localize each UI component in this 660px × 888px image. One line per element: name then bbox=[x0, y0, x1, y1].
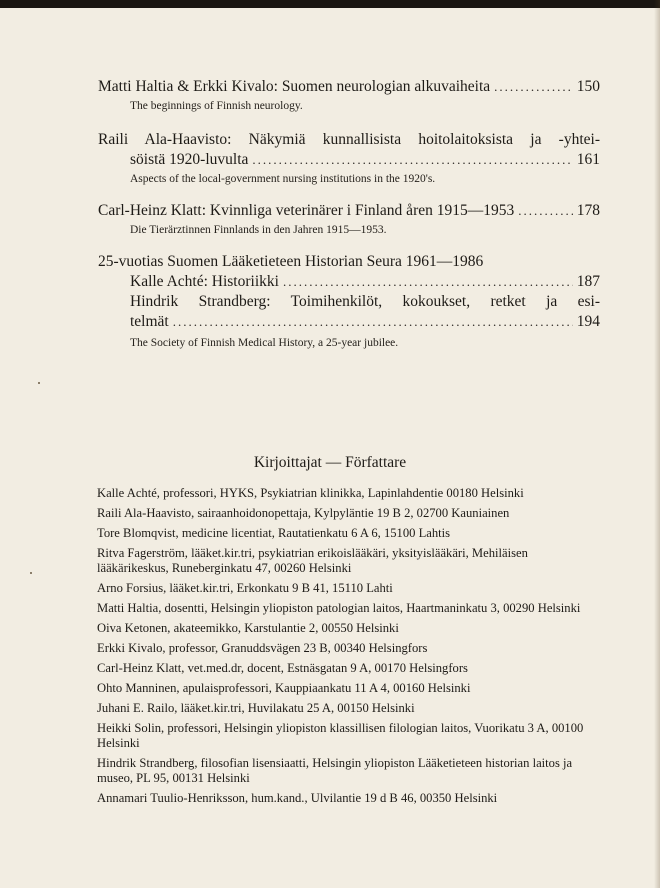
toc-entry bbox=[98, 201, 600, 238]
scan-speck bbox=[30, 572, 32, 574]
leader-dots bbox=[252, 150, 572, 170]
toc-entry bbox=[98, 77, 600, 114]
author-entry: Heikki Solin, professori, Helsingin yliopiston klassillisen filologian laitos, Vuorikatu 3 A, 00100 Helsinki bbox=[97, 721, 584, 750]
toc-entry-title-continued: söistä 1920-luvulta bbox=[130, 151, 249, 168]
toc-subentry-title: Hindrik Strandberg: Toimihenkilöt, kokoukset, retket ja esi- bbox=[130, 293, 600, 310]
toc-entry-subtitle: Aspects of the local-government nursing institutions in the 1920's. bbox=[130, 173, 436, 185]
toc-line bbox=[130, 150, 600, 170]
scan-speck bbox=[38, 382, 40, 384]
author-entry: Ohto Manninen, apulaisprofessori, Kauppiaankatu 11 A 4, 00160 Helsinki bbox=[97, 681, 471, 695]
toc-line bbox=[130, 272, 600, 292]
author-entry: Hindrik Strandberg, filosofian lisensiaatti, Helsingin yliopiston Lääketieteen historian laitos ja museo, PL 95, 00131 Helsinki bbox=[97, 756, 573, 785]
toc-entry-subtitle: The beginnings of Finnish neurology. bbox=[130, 100, 303, 112]
toc-entry-subtitle: Die Tierärztinnen Finnlands in den Jahren 1915—1953. bbox=[130, 224, 387, 236]
authors-list bbox=[97, 486, 601, 811]
top-scan-border bbox=[0, 0, 660, 8]
toc-subentry-title: Kalle Achté: Historiikki bbox=[130, 273, 279, 290]
toc-subentry bbox=[130, 292, 600, 351]
leader-dots bbox=[494, 77, 573, 97]
author-entry: Tore Blomqvist, medicine licentiat, Rautatienkatu 6 A 6, 15100 Lahtis bbox=[97, 526, 451, 540]
page-number: 194 bbox=[576, 313, 600, 330]
author-entry: Matti Haltia, dosentti, Helsingin yliopiston patologian laitos, Haartmaninkatu 3, 00290 Helsinki bbox=[97, 601, 581, 615]
page-number: 150 bbox=[576, 78, 600, 95]
leader-dots bbox=[283, 272, 573, 292]
toc-line bbox=[98, 201, 600, 221]
leader-dots bbox=[173, 312, 573, 332]
page-number: 187 bbox=[576, 273, 600, 290]
leader-dots bbox=[518, 201, 573, 221]
toc-entry-title: Raili Ala-Haavisto: Näkymiä kunnallisista hoitolaitoksista ja -yhtei- bbox=[98, 131, 600, 148]
toc-entry bbox=[98, 252, 600, 351]
author-entry: Raili Ala-Haavisto, sairaanhoidonopettaja, Kylpyläntie 19 B 2, 02700 Kauniainen bbox=[97, 506, 510, 520]
toc-entry bbox=[98, 130, 600, 187]
toc-entry-title: Matti Haltia & Erkki Kivalo: Suomen neurologian alkuvaiheita bbox=[98, 78, 491, 95]
authors-heading: Kirjoittajat — Författare bbox=[253, 454, 407, 471]
toc-entry-title: 25-vuotias Suomen Lääketieteen Historian Seura 1961—1986 bbox=[98, 253, 484, 270]
author-entry: Juhani E. Railo, lääket.kir.tri, Huvilakatu 25 A, 00150 Helsinki bbox=[97, 701, 415, 715]
author-entry: Oiva Ketonen, akateemikko, Karstulantie 2, 00550 Helsinki bbox=[97, 621, 399, 635]
toc-entry-subtitle: The Society of Finnish Medical History, a 25-year jubilee. bbox=[130, 337, 399, 349]
author-entry: Annamari Tuulio-Henriksson, hum.kand., Ulvilantie 19 d B 46, 00350 Helsinki bbox=[97, 791, 498, 805]
author-entry: Kalle Achté, professori, HYKS, Psykiatrian klinikka, Lapinlahdentie 00180 Helsinki bbox=[97, 486, 524, 500]
table-of-contents bbox=[98, 77, 600, 360]
toc-entry-title: Carl-Heinz Klatt: Kvinnliga veterinärer i Finland åren 1915—1953 bbox=[98, 202, 515, 219]
author-entry: Arno Forsius, lääket.kir.tri, Erkonkatu 9 B 41, 15110 Lahti bbox=[97, 581, 393, 595]
toc-line bbox=[98, 77, 600, 97]
page-number: 161 bbox=[576, 151, 600, 168]
author-entry: Carl-Heinz Klatt, vet.med.dr, docent, Estnäsgatan 9 A, 00170 Helsingfors bbox=[97, 661, 468, 675]
toc-subentry-title-continued: telmät bbox=[130, 313, 169, 330]
author-entry: Ritva Fagerström, lääket.kir.tri, psykiatrian erikoislääkäri, yksityislääkäri, Mehiläisen lääkärikeskus, Runeberginkatu 47, 00260 Helsinki bbox=[97, 546, 528, 575]
toc-line bbox=[130, 312, 600, 332]
page-number: 178 bbox=[576, 202, 600, 219]
page-edge-shadow bbox=[654, 0, 660, 888]
author-entry: Erkki Kivalo, professor, Granuddsvägen 23 B, 00340 Helsingfors bbox=[97, 641, 428, 655]
